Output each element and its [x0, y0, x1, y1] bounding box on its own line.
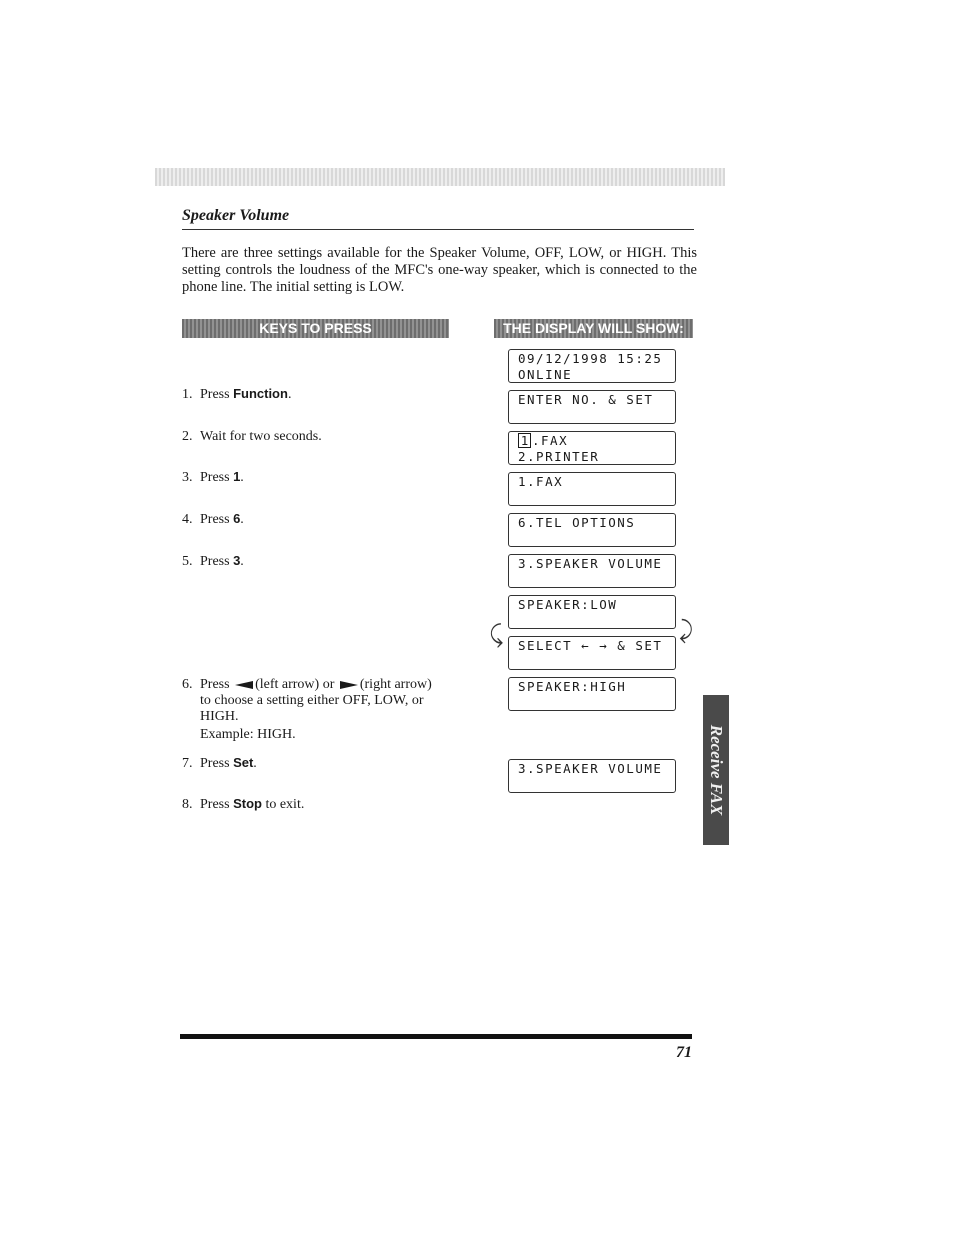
- intro-paragraph: There are three settings available for the Speaker Volume, OFF, LOW, or HIGH. This setting controls the loudness of the MFC's one-way speaker, which is connected to the phone line. The initial setting is LOW.: [182, 245, 697, 295]
- right-arrow-icon: [340, 681, 358, 689]
- step-7: 7. Press Set.: [182, 755, 257, 771]
- step-3: 3. Press 1.: [182, 469, 244, 485]
- footer-rule: [180, 1034, 692, 1039]
- lcd-display-5: 6.TEL OPTIONS: [508, 513, 676, 547]
- title-rule: [182, 229, 694, 230]
- lcd-display-3: 1 .FAX 2.PRINTER: [508, 431, 676, 465]
- lcd-display-10: 3.SPEAKER VOLUME: [508, 759, 676, 793]
- display-will-show-header: THE DISPLAY WILL SHOW:: [494, 319, 693, 338]
- section-title: Speaker Volume: [182, 207, 290, 224]
- lcd-display-9: SPEAKER:HIGH: [508, 677, 676, 711]
- key-set: Set: [233, 755, 254, 770]
- key-function: Function: [233, 386, 288, 401]
- page-number: 71: [676, 1044, 692, 1061]
- lcd-display-6: 3.SPEAKER VOLUME: [508, 554, 676, 588]
- header-band: [155, 168, 725, 186]
- step-5: 5. Press 3.: [182, 553, 244, 569]
- cursor-box: 1: [518, 433, 531, 448]
- key-stop: Stop: [233, 796, 262, 811]
- lcd-display-8: SELECT ← → & SET: [508, 636, 676, 670]
- lcd-display-7: SPEAKER:LOW: [508, 595, 676, 629]
- key-3: 3: [233, 553, 241, 568]
- lcd-display-1: 09/12/1998 15:25 ONLINE: [508, 349, 676, 383]
- left-arrow-icon: [235, 681, 253, 689]
- step-1: 1. Press Function.: [182, 386, 292, 402]
- key-6: 6: [233, 511, 241, 526]
- step-4: 4. Press 6.: [182, 511, 244, 527]
- step-6: 6. Press (left arrow) or (right arrow) to choose a setting either OFF, LOW, or HIGH. Example: HIGH.: [182, 677, 432, 742]
- lcd-display-4: 1.FAX: [508, 472, 676, 506]
- step-2: 2. Wait for two seconds.: [182, 429, 322, 444]
- alternate-left-bracket-icon: ⤹: [489, 620, 504, 648]
- receive-fax-side-tab: Receive FAX: [703, 695, 729, 845]
- alternate-right-bracket-icon: ⤸: [679, 616, 694, 644]
- lcd-display-2: ENTER NO. & SET: [508, 390, 676, 424]
- keys-to-press-header: KEYS TO PRESS: [182, 319, 449, 338]
- step-8: 8. Press Stop to exit.: [182, 796, 305, 812]
- key-1: 1: [233, 469, 241, 484]
